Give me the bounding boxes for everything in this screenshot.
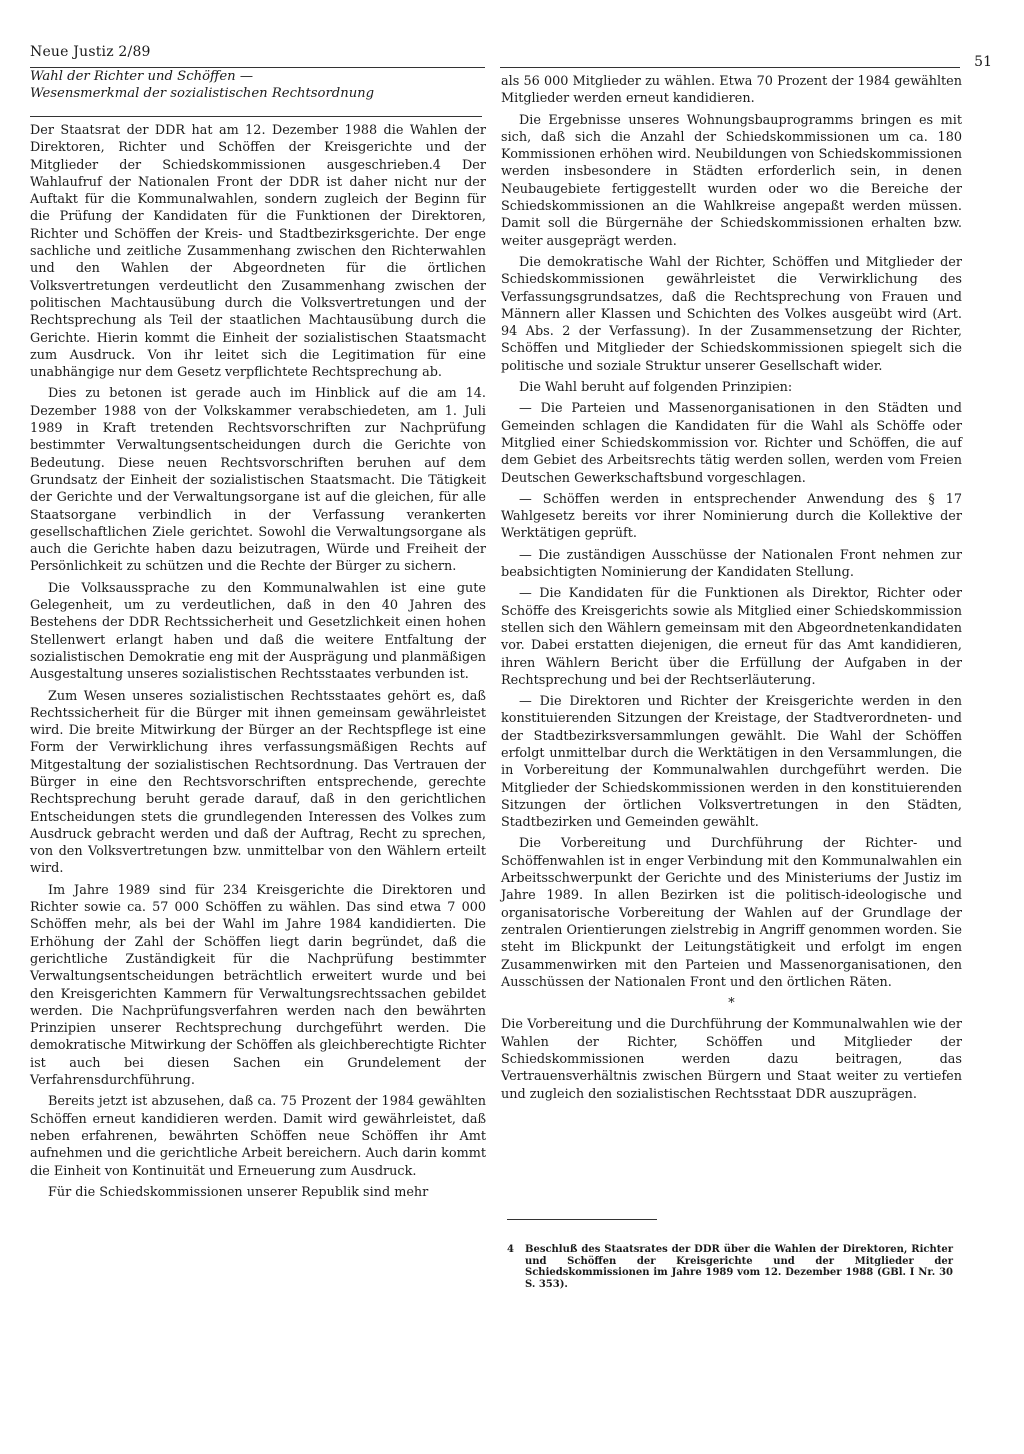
left-column (30, 122, 486, 1201)
list-item: — Schöffen werden in entsprechender Anwendung des § 17 Wahlgesetz bereits vor ihrer Nominierung durch die Kollektive der Werktätigen geprüft. (501, 491, 962, 542)
section-title-line-2: Wesensmerkmal der sozialistischen Rechtsordnung (30, 86, 375, 101)
footnote-number: 4 (507, 1244, 514, 1255)
paragraph: Bereits jetzt ist abzusehen, daß ca. 75 Prozent der 1984 gewählten Schöffen erneut kandidieren werden. Damit wird gewährleistet, daß neben erfahrenen, bewährten Schöffen neue Schöffen ihr Amt aufnehmen und die gerichtliche Arbeit bereichern. Auch darin kommt die Einheit von Kontinuität und Erneuerung zum Ausdruck. (30, 1094, 486, 1179)
closing-paragraph: Die Vorbereitung und die Durchführung der Kommunalwahlen wie der Wahlen der Richter, Schöffen und Mitglieder der Schiedskommissionen werden dazu beitragen, das Vertrauensverhältnis zwischen Bürgern und Staat weiter zu vertiefen und zugleich den sozialistischen Rechtsstaat DDR auszuprägen. (501, 1017, 962, 1102)
list-item: — Die Parteien und Massenorganisationen in den Städten und Gemeinden schlagen die Kandidaten für die Wahl als Schöffe oder Mitglied einer Schiedskommission vor. Richter und Schöffen, die auf dem Gebiet des Arbeitsrechts tätig werden sollen, werden vom Freien Deutschen Gewerkschaftsbund vorgeschlagen. (501, 401, 962, 486)
list-item: — Die zuständigen Ausschüsse der Nationalen Front nehmen zur beabsichtigten Nominierung der Kandidaten Stellung. (501, 547, 962, 581)
section-separator: * (728, 996, 735, 1012)
right-column (501, 73, 962, 1103)
title-rule (30, 116, 482, 117)
section-title (30, 68, 485, 102)
paragraph: als 56 000 Mitglieder zu wählen. Etwa 70 Prozent der 1984 gewählten Mitglieder werden erneut kandidieren. (501, 74, 962, 107)
paragraph: Die Wahl beruht auf folgenden Prinzipien: (519, 380, 793, 396)
page-header (30, 44, 992, 68)
paragraph: Dies zu betonen ist gerade auch im Hinblick auf die am 14. Dezember 1988 von der Volkskammer verabschiedeten, am 1. Juli 1989 in Kraft tretenden Rechtsvorschriften zur Nachprüfung bestimmter Verwaltungsentscheidungen durch die Gerichte von Bedeutung. Diese neuen Rechtsvorschriften beruhen auf dem Grundsatz der Einheit der sozialistischen Staatsmacht. Die Tätigkeit der Gerichte und der Verwaltungsorgane ist auf die gleichen, für alle Staatsorgane verbindlich in der Verfassung verankerten gesellschaftlichen Ziele gerichtet. Sowohl die Verwaltungsorgane als auch die Gerichte haben dazu beizutragen, Würde und Freiheit der Persönlichkeit zu schützen und die Rechte der Bürger zu sichern. (30, 386, 486, 575)
paragraph: Der Staatsrat der DDR hat am 12. Dezember 1988 die Wahlen der Direktoren, Richter und Schöffen der Kreisgerichte und der Mitglieder der Schiedskommissionen ausgeschrieben.4 Der Wahlaufruf der Nationalen Front der DDR ist daher nicht nur der Auftakt für die Kommunalwahlen, sondern zugleich der Beginn für die Prüfung der Kandidaten für die Funktionen der Direktoren, Richter und Schöffen der Kreis- und Stadtbezirksgerichte. Der enge sachliche und zeitliche Zusammenhang zwischen den Richterwahlen und den Wahlen der Abgeordneten für die örtlichen Volksvertretungen verdeutlicht den Zusammenhang zwischen der politischen Machtausübung durch die Volksvertretungen und der Rechtsprechung als Teil der staatlichen Machtausübung durch die Gerichte. Hierin kommt die Einheit der sozialistischen Staatsmacht zum Ausdruck. Von ihr leitet sich die Legitimation für eine unabhängige nur dem Gesetz verpflichtete Rechtsprechung ab. (30, 123, 486, 381)
header-rule-right (500, 67, 960, 68)
list-item: — Die Direktoren und Richter der Kreisgerichte werden in den konstituierenden Sitzungen der Kreistage, der Stadtverordneten- und der Stadtbezirksversammlungen gewählt. Die Wahl der Schöffen erfolgt unmittelbar durch die Werktätigen in den Versammlungen, die in Vorbereitung der Kommunalwahlen durchgeführt werden. Die Mitglieder der Schiedskommissionen werden in den konstituierenden Sitzungen der örtlichen Volksvertretungen in den Städten, Stadtbezirken und Gemeinden gewählt. (501, 694, 962, 831)
paragraph: Die demokratische Wahl der Richter, Schöffen und Mitglieder der Schiedskommissionen gewährleistet die Verwirklichung des Verfassungsgrundsatzes, daß die Rechtsprechung von Frauen und Männern aller Klassen und Schichten des Volkes ausgeübt wird (Art. 94 Abs. 2 der Verfassung). In der Zusammensetzung der Richter, Schöffen und Mitglieder der Schiedskommissionen spiegelt sich die politische und soziale Struktur unserer Gesellschaft wider. (501, 254, 962, 374)
footnote (507, 1244, 953, 1290)
page-number: 51 (974, 54, 992, 70)
paragraph: Für die Schiedskommissionen unserer Republik sind mehr (48, 1184, 429, 1200)
section-title-line-1: Wahl der Richter und Schöffen — (30, 69, 254, 84)
list-item: — Die Kandidaten für die Funktionen als Direktor, Richter oder Schöffe des Kreisgerichts sowie als Mitglied einer Schiedskommission stellen sich den Wählern gemeinsam mit den Abgeordnetenkandidaten vor. Dabei erstatten diejenigen, die erneut für das Amt kandidieren, ihren Wählern Bericht über die Erfüllung der Aufgaben in der Rechtsprechung und bei der Rechtserläuterung. (501, 586, 962, 688)
journal-title: Neue Justiz 2/89 (30, 44, 151, 60)
paragraph: Im Jahre 1989 sind für 234 Kreisgerichte die Direktoren und Richter sowie ca. 57 000 Schöffen zu wählen. Das sind etwa 7 000 Schöffen mehr, als bei der Wahl im Jahre 1984 kandidierten. Die Erhöhung der Zahl der Schöffen liegt darin begründet, daß die gerichtliche Zuständigkeit für die Nachprüfung bestimmter Verwaltungsentscheidungen beträchtlich erweitert wurde und bei den Kreisgerichten Kammern für Verwaltungsrechtssachen gebildet werden. Die Nachprüfungsverfahren werden nach den bewährten Prinzipien unserer Rechtsprechung durchgeführt werden. Die demokratische Mitwirkung der Schöffen als gleichberechtigte Richter ist auch bei diesen Sachen ein Grundelement der Verfahrensdurchführung. (30, 882, 486, 1089)
paragraph: Die Ergebnisse unseres Wohnungsbauprogramms bringen es mit sich, daß sich die Anzahl der Schiedskommissionen um ca. 180 Kommissionen erhöhen wird. Neubildungen von Schiedskommissionen werden insbesondere in Städten erforderlich sein, in denen Neubaugebiete fertiggestellt wurden oder wo die Bereiche der Schiedskommissionen an die Wahlkreise angepaßt werden müssen. Damit soll die Bürgernähe der Schiedskommissionen erhalten bzw. weiter ausgeprägt werden. (501, 112, 962, 249)
footnote-rule (507, 1219, 657, 1220)
footnote-text: Beschluß des Staatsrates der DDR über die Wahlen der Direktoren, Richter und Schöffen der Kreisgerichte und der Mitglieder der Schiedskommissionen im Jahre 1989 vom 12. Dezember 1988 (GBl. I Nr. 30 S. 353). (525, 1244, 953, 1290)
paragraph: Die Vorbereitung und Durchführung der Richter- und Schöffenwahlen ist in enger Verbindung mit den Kommunalwahlen ein Arbeitsschwerpunkt der Gerichte und des Ministeriums der Justiz im Jahre 1989. In allen Bezirken ist die politisch-ideologische und organisatorische Vorbereitung der Wahlen auf der Grundlage der zentralen Orientierungen zielstrebig in Angriff genommen worden. Sie steht im Blickpunkt der Leitungstätigkeit und erfolgt im engen Zusammenwirken mit den Parteien und Massenorganisationen, den Ausschüssen der Nationalen Front und den örtlichen Räten. (501, 836, 962, 990)
paragraph: Die Volksaussprache zu den Kommunalwahlen ist eine gute Gelegenheit, um zu verdeutlichen, daß in den 40 Jahren des Bestehens der DDR Rechtssicherheit und Gesetzlichkeit einen hohen Stellenwert erlangt haben und daß die weitere Entfaltung der sozialistischen Demokratie eng mit der Ausprägung und planmäßigen Ausgestaltung unseres sozialistischen Rechtsstaates verbunden ist. (30, 580, 486, 683)
paragraph: Zum Wesen unseres sozialistischen Rechtsstaates gehört es, daß Rechtssicherheit für die Bürger mit ihnen gemeinsam gewährleistet wird. Die breite Mitwirkung der Bürger an der Rechtspflege ist eine Form der Verwirklichung ihres verfassungsmäßigen Rechts auf Mitgestaltung der sozialistischen Rechtsordnung. Das Vertrauen der Bürger in eine den Rechtsvorschriften entsprechende, gerechte Rechtsprechung beruht gerade darauf, daß in den gerichtlichen Entscheidungen stets die grundlegenden Interessen des Volkes zum Ausdruck gebracht werden und daß der Auftrag, Recht zu sprechen, von den Volksvertretungen bzw. unmittelbar von den Wählern erteilt wird. (30, 688, 486, 877)
